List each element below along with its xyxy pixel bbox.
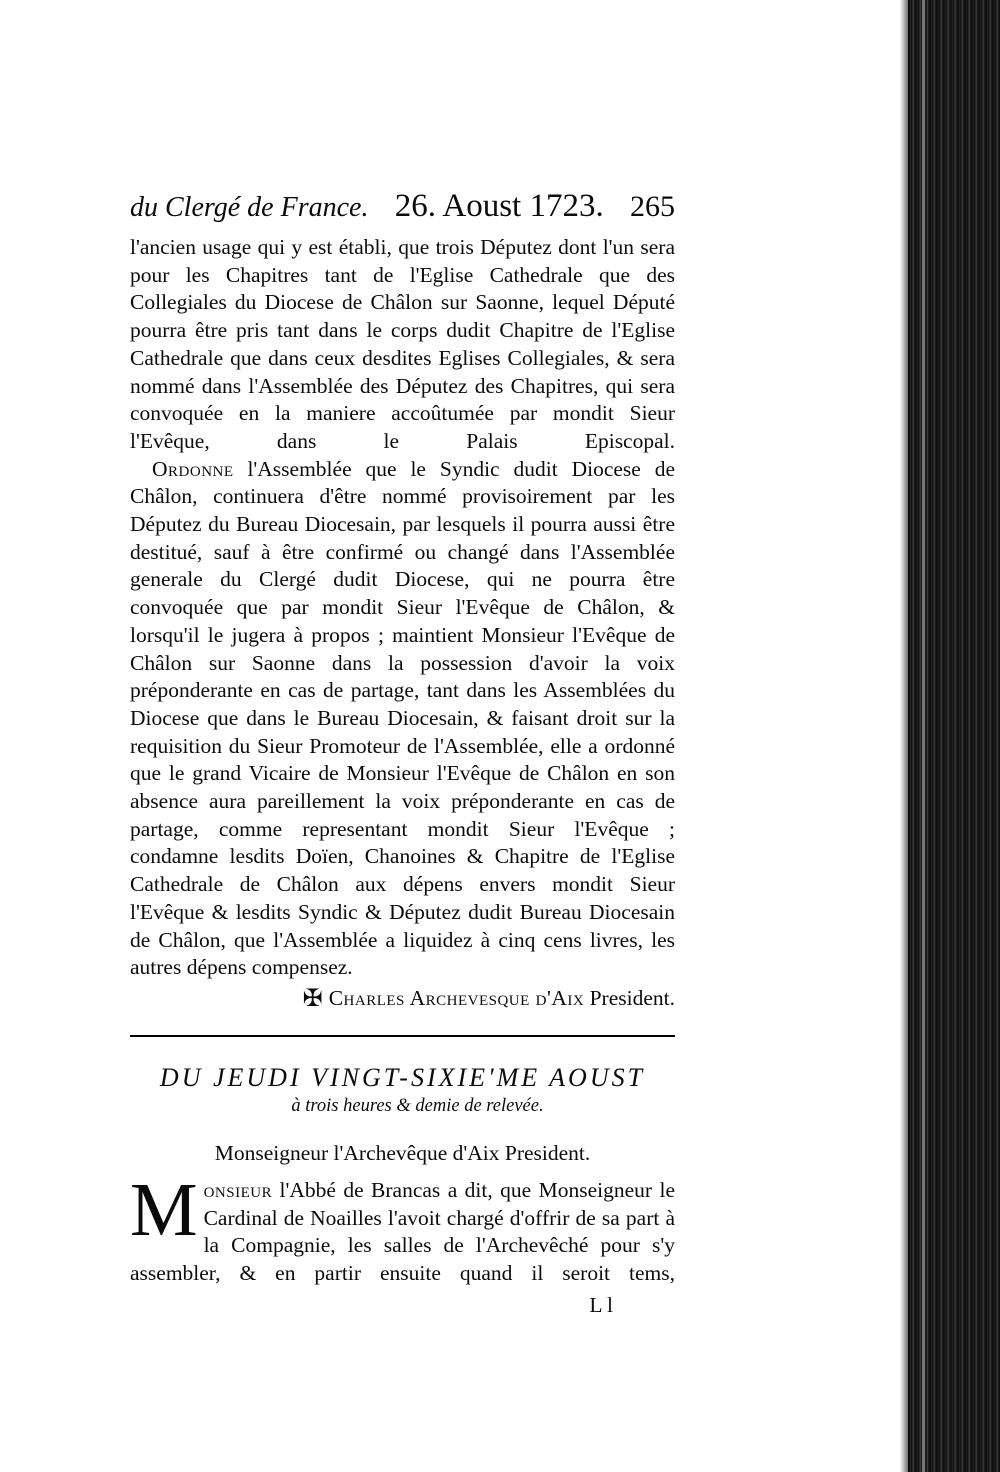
paragraph-lead-word: Ordonne xyxy=(152,456,234,481)
paragraph-monsieur xyxy=(130,1167,675,1288)
section-subheading: à trois heures & demie de relevée. xyxy=(291,1095,544,1116)
paragraph-lead-word: onsieur xyxy=(203,1177,273,1202)
paragraph-text: l'ancien usage qui y est établi, que trois Députez dont l'un sera pour les Chapitres tant de l'Eglise Cathedrale que des Collegiales du Diocese de Châlon sur Saonne, lequel Député pourra être pris tant dans le corps dudit Chapitre de l'Eglise Cathedrale que dans ceux desdites Eglises Collegiales, & sera nommé dans l'Assemblée des Députez des Chapitres, qui sera convoquée en la maniere accoûtumée par mondit Sieur l'Evêque, dans le Palais Episcopal. xyxy=(130,235,675,453)
paragraph-continuation xyxy=(130,234,675,456)
catchword: L l xyxy=(589,1292,613,1317)
paragraph-text: l'Abbé de Brancas a dit, que Monseigneur le Cardinal de Noailles l'avoit chargé d'offrir de sa part à la Compagnie, les salles de l'Archevêché pour s'y assembler, & en partir ensuite quand il seroit tems, xyxy=(130,1177,675,1286)
page-content xyxy=(130,182,675,1318)
signature-line xyxy=(130,984,675,1013)
signatory-role: President. xyxy=(589,985,675,1010)
presidency-line: Monseigneur l'Archevêque d'Aix President. xyxy=(214,1140,591,1165)
paragraph-ordonne xyxy=(130,456,675,982)
book-page-edge xyxy=(908,0,1000,1472)
section-divider xyxy=(130,1035,675,1037)
paragraph-text: l'Assemblée que le Syndic dudit Diocese de Châlon, continuera d'être nommé provisoirement par les Députez du Bureau Diocesain, par lesquels il pourra aussi être destitué, sauf à être confirmé ou changé dans l'Assemblée generale du Clergé dudit Diocese, qui ne pourra être convoquée que par mondit Sieur l'Evêque de Châlon, & lorsqu'il le jugera à propos ; maintient Monsieur l'Evêque de Châlon sur Saonne dans la possession d'avoir la voix préponderante en cas de partage, tant dans les Assemblées du Diocese que dans le Bureau Diocesain, & faisant droit sur la requisition du Sieur Promoteur de l'Assemblée, elle a ordonné que le grand Vicaire de Monsieur l'Evêque de Châlon en son absence aura pareillement la voix préponderante en cas de partage, comme representant mondit Sieur l'Evêque ; condamne lesdits Doïen, Chanoines & Chapitre de l'Eglise Cathedrale de Châlon aux dépens envers mondit Sieur l'Evêque & lesdits Syndic & Députez dudit Bureau Diocesain de Châlon, que l'Assemblée a liquidez à cinq cens livres, les autres dépens compensez. xyxy=(130,456,676,980)
running-head-date: 26. Aoust 1723. xyxy=(394,188,604,224)
running-head-title: du Clergé de France. xyxy=(130,192,369,223)
running-head xyxy=(130,182,675,232)
page-number: 265 xyxy=(629,190,675,223)
section-heading: DU JEUDI VINGT-SIXIE'ME AOUST xyxy=(159,1062,646,1092)
drop-capital: M xyxy=(130,1167,198,1252)
signatory-name: Charles Archevesque d'Aix xyxy=(328,985,585,1010)
cross-icon: ✠ xyxy=(302,985,323,1012)
